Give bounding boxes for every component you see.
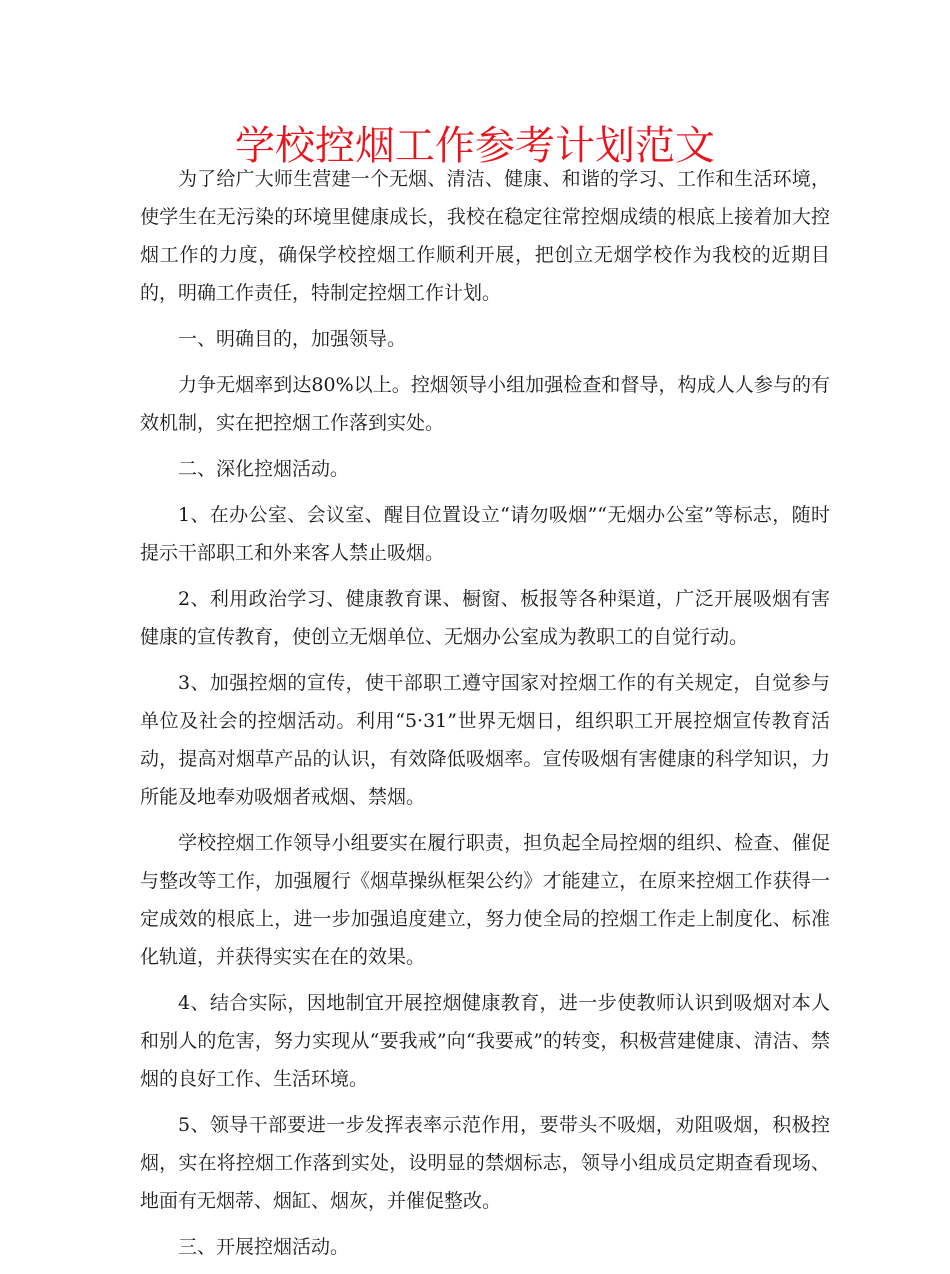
- section-heading-3: 三、开展控烟活动。: [178, 1236, 350, 1258]
- paragraph-item-1: 1、在办公室、会议室、醒目位置设立“请勿吸烟”“无烟办公室”等标志，随时提示干部职工和外来客人禁止吸烟。: [140, 504, 830, 564]
- document-title: 学校控烟工作参考计划范文: [235, 123, 715, 169]
- document-body: [140, 160, 830, 1274]
- section-heading-2: 二、深化控烟活动。: [178, 458, 350, 480]
- paragraph-item-2: 2、利用政治学习、健康教育课、橱窗、板报等各种渠道，广泛开展吸烟有害健康的宣传教育，使创立无烟单位、无烟办公室成为教职工的自觉行动。: [140, 588, 830, 648]
- paragraph-item-3: 3、加强控烟的宣传，使干部职工遵守国家对控烟工作的有关规定，自觉参与单位及社会的控烟活动。利用“5·31”世界无烟日，组织职工开展控烟宣传教育活动，提高对烟草产品的认识，有效降低吸烟率。宣传吸烟有害健康的科学知识，力所能及地奉劝吸烟者戒烟、禁烟。: [140, 672, 830, 808]
- paragraph-goal: 力争无烟率到达80%以上。控烟领导小组加强检查和督导，构成人人参与的有效机制，实在把控烟工作落到实处。: [140, 374, 830, 434]
- paragraph-item-5: 5、领导干部要进一步发挥表率示范作用，要带头不吸烟，劝阻吸烟，积极控烟，实在将控烟工作落到实处，设明显的禁烟标志，领导小组成员定期查看现场、地面有无烟蒂、烟缸、烟灰，并催促整改。: [140, 1114, 830, 1212]
- paragraph-intro: 为了给广大师生营建一个无烟、清洁、健康、和谐的学习、工作和生活环境，使学生在无污染的环境里健康成长，我校在稳定往常控烟成绩的根底上接着加大控烟工作的力度，确保学校控烟工作顺利开展，把创立无烟学校作为我校的近期目的，明确工作责任，特制定控烟工作计划。: [140, 168, 830, 304]
- section-heading-1: 一、明确目的，加强领导。: [178, 328, 407, 350]
- paragraph-item-4: 4、结合实际，因地制宜开展控烟健康教育，进一步使教师认识到吸烟对本人和别人的危害，努力实现从“要我戒”向“我要戒”的转变，积极营建健康、清洁、禁烟的良好工作、生活环境。: [140, 992, 830, 1090]
- paragraph-leadership: 学校控烟工作领导小组要实在履行职责，担负起全局控烟的组织、检查、催促与整改等工作，加强履行《烟草操纵框架公约》才能建立，在原来控烟工作获得一定成效的根底上，进一步加强追度建立，努力使全局的控烟工作走上制度化、标准化轨道，并获得实实在在的效果。: [140, 832, 830, 968]
